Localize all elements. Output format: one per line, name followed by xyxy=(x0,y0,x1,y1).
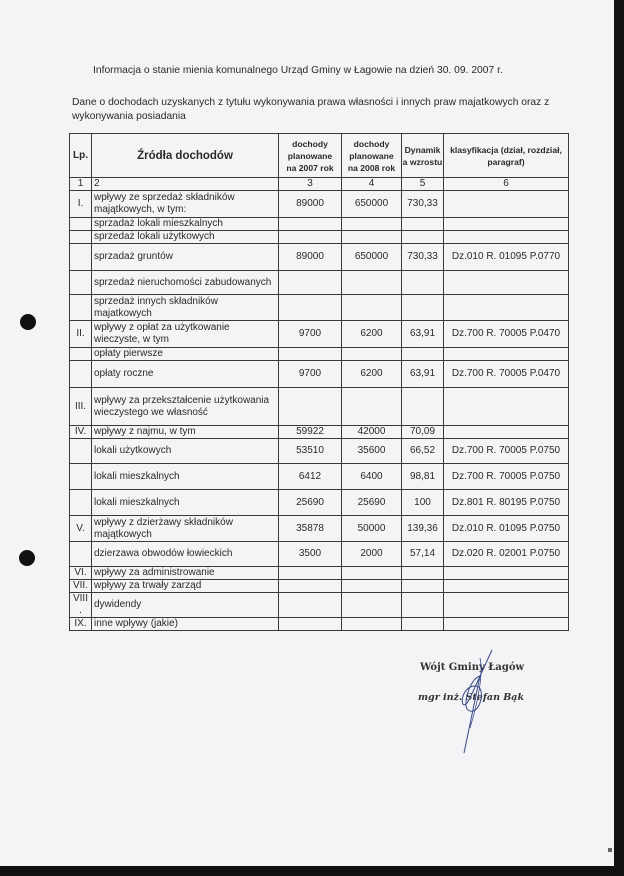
row-classification: Dz.700 R. 70005 P.0750 xyxy=(444,464,569,490)
row-dynamics: 63,91 xyxy=(402,321,444,348)
col-number: 1 xyxy=(70,178,92,191)
row-planned-2008: 650000 xyxy=(342,244,402,271)
table-row xyxy=(70,439,569,464)
row-source: dzierzawa obwodów łowieckich xyxy=(92,542,279,567)
row-source: wpływy za przekształcenie użytkowania wieczystego we własność xyxy=(92,388,279,426)
punch-hole-top xyxy=(20,314,36,330)
row-lp xyxy=(70,490,92,516)
row-dynamics xyxy=(402,231,444,244)
row-dynamics xyxy=(402,580,444,593)
row-lp: II. xyxy=(70,321,92,348)
row-lp: IV. xyxy=(70,426,92,439)
row-lp: IX. xyxy=(70,618,92,631)
row-source: wpływy z dzierżawy składników majątkowych xyxy=(92,516,279,542)
scan-border-right xyxy=(614,0,624,876)
row-planned-2007 xyxy=(279,231,342,244)
income-table xyxy=(69,133,569,631)
table-row xyxy=(70,542,569,567)
col-number: 2 xyxy=(92,178,279,191)
row-dynamics xyxy=(402,295,444,321)
row-planned-2008 xyxy=(342,348,402,361)
row-planned-2008: 50000 xyxy=(342,516,402,542)
row-classification xyxy=(444,271,569,295)
row-dynamics: 730,33 xyxy=(402,244,444,271)
row-source: sprzedaż lokali użytkowych xyxy=(92,231,279,244)
row-lp xyxy=(70,295,92,321)
row-lp xyxy=(70,464,92,490)
handwritten-signature-icon xyxy=(440,648,500,758)
signature-name: mgr inż. Stefan Bąk xyxy=(418,692,525,703)
row-planned-2007 xyxy=(279,567,342,580)
row-planned-2007: 9700 xyxy=(279,321,342,348)
row-planned-2007 xyxy=(279,295,342,321)
row-lp xyxy=(70,271,92,295)
row-dynamics: 70,09 xyxy=(402,426,444,439)
row-classification xyxy=(444,231,569,244)
row-source: sprzedaż nieruchomości zabudowanych xyxy=(92,271,279,295)
table-row xyxy=(70,490,569,516)
table-row xyxy=(70,593,569,618)
table-row xyxy=(70,218,569,231)
row-dynamics xyxy=(402,618,444,631)
row-planned-2008: 6400 xyxy=(342,464,402,490)
row-planned-2008 xyxy=(342,388,402,426)
row-planned-2008 xyxy=(342,295,402,321)
row-planned-2008 xyxy=(342,567,402,580)
row-planned-2007 xyxy=(279,271,342,295)
row-planned-2008 xyxy=(342,580,402,593)
table-row xyxy=(70,464,569,490)
row-classification xyxy=(444,388,569,426)
header-lp: Lp. xyxy=(70,134,92,178)
table-row xyxy=(70,231,569,244)
table-row xyxy=(70,348,569,361)
table-row xyxy=(70,426,569,439)
row-dynamics xyxy=(402,567,444,580)
document-title: Informacja o stanie mienia komunalnego Urząd Gminy w Łagowie na dzień 30. 09. 2007 r. xyxy=(93,65,503,76)
row-lp xyxy=(70,244,92,271)
header-classification: klasyfikacja (dział, rozdział, paragraf) xyxy=(444,134,569,178)
row-classification: Dz.801 R. 80195 P.0750 xyxy=(444,490,569,516)
header-source: Źródła dochodów xyxy=(92,134,279,178)
row-dynamics xyxy=(402,271,444,295)
row-planned-2007: 53510 xyxy=(279,439,342,464)
row-planned-2007 xyxy=(279,348,342,361)
row-lp xyxy=(70,361,92,388)
row-source: sprzedaż innych składników majatkowych xyxy=(92,295,279,321)
row-dynamics xyxy=(402,348,444,361)
row-dynamics: 100 xyxy=(402,490,444,516)
table-row xyxy=(70,618,569,631)
scan-border-bottom xyxy=(0,866,624,876)
row-classification xyxy=(444,348,569,361)
header-dynamics: Dynamik a wzrostu xyxy=(402,134,444,178)
row-planned-2007: 35878 xyxy=(279,516,342,542)
row-classification: Dz.020 R. 02001 P.0750 xyxy=(444,542,569,567)
row-classification xyxy=(444,218,569,231)
row-planned-2008: 6200 xyxy=(342,321,402,348)
row-lp xyxy=(70,218,92,231)
row-planned-2007 xyxy=(279,618,342,631)
row-planned-2007: 3500 xyxy=(279,542,342,567)
table-row xyxy=(70,361,569,388)
table-row xyxy=(70,388,569,426)
row-source: sprzadaż lokali mieszkalnych xyxy=(92,218,279,231)
row-source: opłaty roczne xyxy=(92,361,279,388)
header-planned-2008: dochody planowane na 2008 rok xyxy=(342,134,402,178)
numbering-row xyxy=(70,178,569,191)
table-row xyxy=(70,244,569,271)
row-dynamics: 98,81 xyxy=(402,464,444,490)
table-row xyxy=(70,580,569,593)
row-planned-2007: 59922 xyxy=(279,426,342,439)
row-dynamics: 139,36 xyxy=(402,516,444,542)
row-planned-2007: 89000 xyxy=(279,191,342,218)
row-classification xyxy=(444,580,569,593)
row-lp: III. xyxy=(70,388,92,426)
row-planned-2007: 89000 xyxy=(279,244,342,271)
row-dynamics: 57,14 xyxy=(402,542,444,567)
row-planned-2008: 6200 xyxy=(342,361,402,388)
row-source: wpływy ze sprzedaż składników majątkowych, w tym: xyxy=(92,191,279,218)
row-lp: I. xyxy=(70,191,92,218)
row-classification: Dz.700 R. 70005 P.0470 xyxy=(444,361,569,388)
row-planned-2007 xyxy=(279,593,342,618)
row-dynamics xyxy=(402,388,444,426)
row-source: dywidendy xyxy=(92,593,279,618)
row-classification: Dz.010 R. 01095 P.0770 xyxy=(444,244,569,271)
row-planned-2007: 9700 xyxy=(279,361,342,388)
row-classification: Dz.010 R. 01095 P.0750 xyxy=(444,516,569,542)
row-classification xyxy=(444,295,569,321)
row-source: lokali mieszkalnych xyxy=(92,490,279,516)
signature-title: Wójt Gminy Łagów xyxy=(420,662,525,673)
row-lp: VI. xyxy=(70,567,92,580)
table-row xyxy=(70,516,569,542)
table-row xyxy=(70,271,569,295)
row-classification xyxy=(444,567,569,580)
row-classification xyxy=(444,618,569,631)
row-source: lokali użytkowych xyxy=(92,439,279,464)
row-classification: Dz.700 R. 70005 P.0750 xyxy=(444,439,569,464)
row-source: sprzadaż gruntów xyxy=(92,244,279,271)
row-dynamics: 730,33 xyxy=(402,191,444,218)
row-lp: VII. xyxy=(70,580,92,593)
row-classification xyxy=(444,426,569,439)
row-dynamics xyxy=(402,218,444,231)
row-planned-2008 xyxy=(342,218,402,231)
table-row xyxy=(70,191,569,218)
row-planned-2008: 2000 xyxy=(342,542,402,567)
row-planned-2008: 35600 xyxy=(342,439,402,464)
col-number: 6 xyxy=(444,178,569,191)
row-planned-2008: 42000 xyxy=(342,426,402,439)
row-planned-2007 xyxy=(279,580,342,593)
row-source: opłaty pierwsze xyxy=(92,348,279,361)
row-classification: Dz.700 R. 70005 P.0470 xyxy=(444,321,569,348)
row-source: wpływy z najmu, w tym xyxy=(92,426,279,439)
punch-hole-bottom xyxy=(19,550,35,566)
header-planned-2007: dochody planowane na 2007 rok xyxy=(279,134,342,178)
col-number: 5 xyxy=(402,178,444,191)
row-dynamics: 63,91 xyxy=(402,361,444,388)
row-classification xyxy=(444,191,569,218)
scan-speck xyxy=(608,848,612,852)
table-row xyxy=(70,295,569,321)
row-planned-2008 xyxy=(342,231,402,244)
row-source: wpływy za trwały zarząd xyxy=(92,580,279,593)
row-lp xyxy=(70,542,92,567)
row-planned-2008: 650000 xyxy=(342,191,402,218)
row-planned-2008 xyxy=(342,618,402,631)
row-lp xyxy=(70,231,92,244)
row-lp xyxy=(70,348,92,361)
row-dynamics xyxy=(402,593,444,618)
row-lp: V. xyxy=(70,516,92,542)
row-source: inne wpływy (jakie) xyxy=(92,618,279,631)
header-row xyxy=(70,134,569,178)
row-dynamics: 66,52 xyxy=(402,439,444,464)
row-planned-2007 xyxy=(279,388,342,426)
row-lp: VIII . xyxy=(70,593,92,618)
row-planned-2008: 25690 xyxy=(342,490,402,516)
row-planned-2007 xyxy=(279,218,342,231)
row-planned-2007: 25690 xyxy=(279,490,342,516)
row-source: wpływy za administrowanie xyxy=(92,567,279,580)
col-number: 3 xyxy=(279,178,342,191)
row-source: lokali mieszkalnych xyxy=(92,464,279,490)
row-planned-2008 xyxy=(342,593,402,618)
table-row xyxy=(70,567,569,580)
row-planned-2008 xyxy=(342,271,402,295)
table-row xyxy=(70,321,569,348)
row-source: wpływy z opłat za użytkowanie wieczyste, w tym xyxy=(92,321,279,348)
col-number: 4 xyxy=(342,178,402,191)
row-planned-2007: 6412 xyxy=(279,464,342,490)
row-classification xyxy=(444,593,569,618)
document-intro: Dane o dochodach uzyskanych z tytułu wykonywania prawa własności i innych praw majatkowych oraz z wykonywania posiadania xyxy=(72,97,550,122)
row-lp xyxy=(70,439,92,464)
